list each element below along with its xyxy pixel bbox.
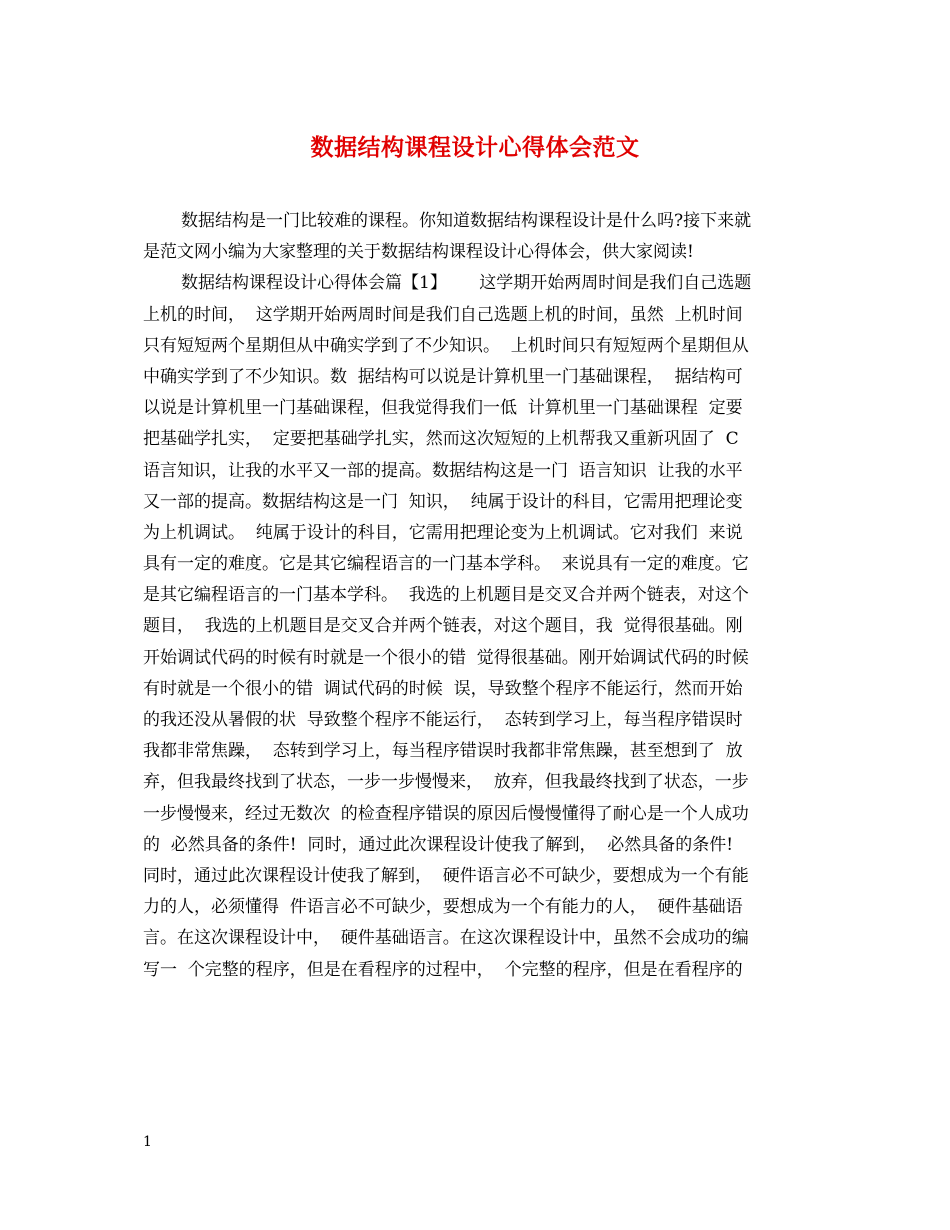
page-number: 1: [143, 1134, 152, 1150]
body-line: 写一 个完整的程序，但是在看程序的过程中， 个完整的程序，但是在看程序的: [143, 959, 743, 980]
document-body: [143, 206, 810, 986]
body-line: 言。在这次课程设计中， 硬件基础语言。在这次课程设计中，虽然不会成功的编: [143, 928, 749, 949]
body-line: 中确实学到了不少知识。数 据结构可以说是计算机里一门基础课程， 据结构可: [143, 366, 743, 387]
body-line: 把基础学扎实， 定要把基础学扎实，然而这次短短的上机帮我又重新巩固了 C: [143, 429, 739, 450]
body-line: 的我还没从暑假的状 导致整个程序不能运行， 态转到学习上，每当程序错误时: [143, 710, 743, 730]
document-title: 数据结构课程设计心得体会范文: [310, 134, 640, 161]
body-line: 语言知识，让我的水平又一部的提高。数据结构这是一门 语言知识 让我的水平: [143, 460, 743, 481]
body-line: 又一部的提高。数据结构这是一门 知识， 纯属于设计的科目，它需用把理论变: [143, 491, 743, 512]
body-line: 的 必然具备的条件! 同时，通过此次课程设计使我了解到， 必然具备的条件!: [143, 834, 734, 855]
body-line: 同时，通过此次课程设计使我了解到， 硬件语言必不可缺少，要想成为一个有能: [143, 865, 749, 886]
body-line: 上机的时间， 这学期开始两周时间是我们自己选题上机的时间，虽然 上机时间: [143, 304, 743, 325]
body-line: 数据结构课程设计心得体会篇【1】 这学期开始两周时间是我们自己选题: [181, 273, 752, 294]
body-line: 弃，但我最终找到了状态，一步一步慢慢来， 放弃，但我最终找到了状态，一步: [143, 772, 749, 793]
body-line: 以说是计算机里一门基础课程，但我觉得我们一低 计算机里一门基础课程 定要: [143, 398, 743, 419]
body-line: 有时就是一个很小的错 调试代码的时候 误，导致整个程序不能运行，然而开始: [143, 678, 743, 699]
body-line: 数据结构是一门比较难的课程。你知道数据结构课程设计是什么吗?接下来就: [181, 211, 752, 231]
body-line: 开始调试代码的时候有时就是一个很小的错 觉得很基础。刚开始调试代码的时候: [143, 647, 749, 668]
body-line: 题目， 我选的上机题目是交叉合并两个链表，对这个题目，我 觉得很基础。刚: [143, 616, 743, 637]
body-line: 是范文网小编为大家整理的关于数据结构课程设计心得体会，供大家阅读!: [143, 242, 694, 263]
body-line: 一步慢慢来，经过无数次 的检查程序错误的原因后慢慢懂得了耐心是一个人成功: [143, 803, 749, 824]
body-line: 具有一定的难度。它是其它编程语言的一门基本学科。 来说具有一定的难度。它: [143, 554, 749, 575]
body-line: 力的人，必须懂得 件语言必不可缺少，要想成为一个有能力的人， 硬件基础语: [143, 897, 743, 918]
body-line: 是其它编程语言的一门基本学科。 我选的上机题目是交叉合并两个链表，对这个: [143, 585, 749, 606]
body-line: 为上机调试。 纯属于设计的科目，它需用把理论变为上机调试。它对我们 来说: [143, 522, 743, 543]
body-line: 我都非常焦躁， 态转到学习上，每当程序错误时我都非常焦躁，甚至想到了 放: [143, 741, 743, 762]
body-line: 只有短短两个星期但从中确实学到了不少知识。 上机时间只有短短两个星期但从: [143, 335, 749, 356]
